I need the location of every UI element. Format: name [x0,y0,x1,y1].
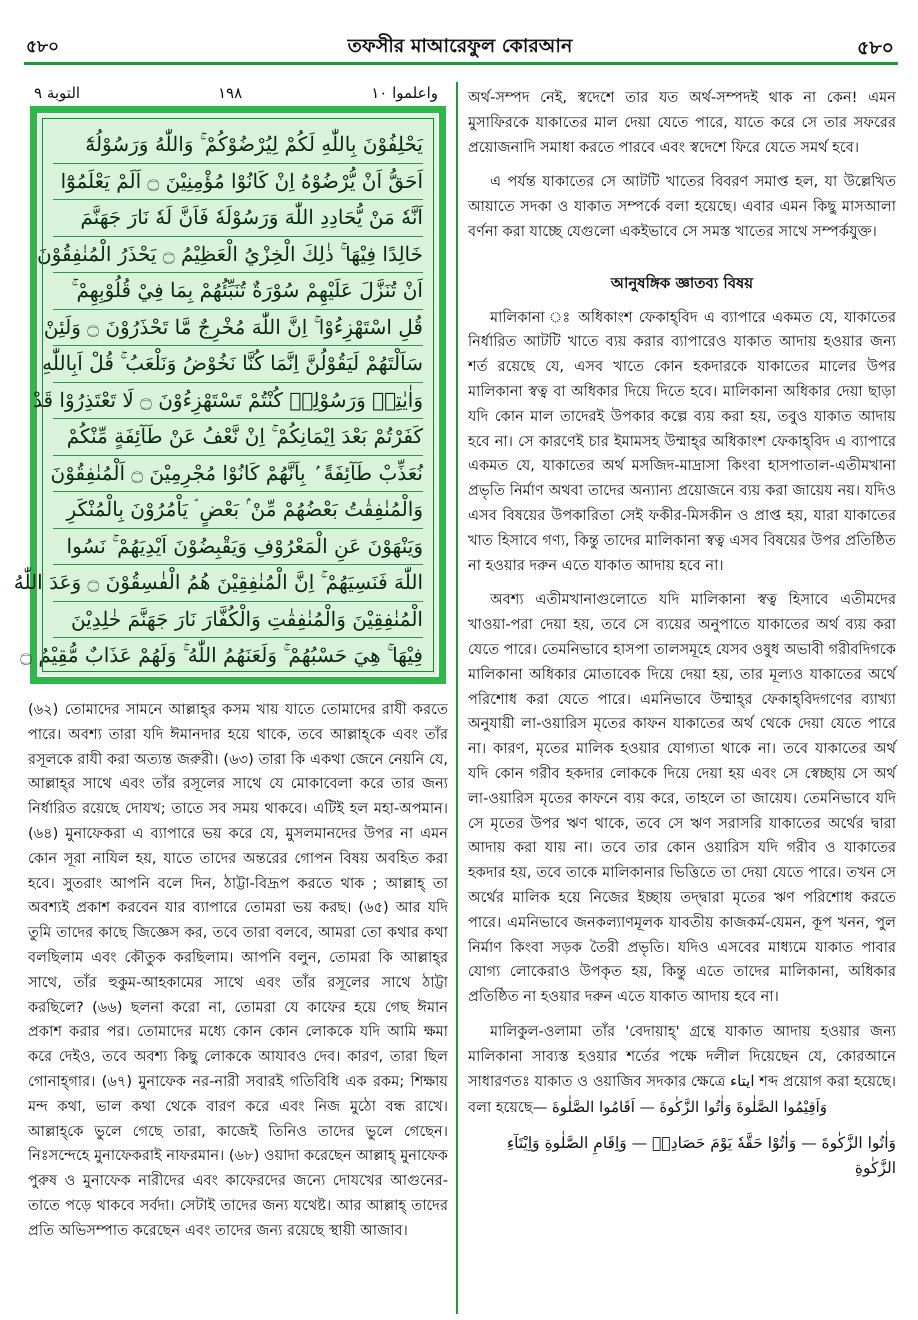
ayah-line: قُلِ اسْتَهْزِءُوْا ۚ اِنَّ اللّٰهَ مُخْرِجٌ مَّا تَحْذَرُوْنَ ۝ وَلَئِنْ [53,310,423,347]
ayah-line: يَحْلِفُوْنَ بِاللّٰهِ لَكُمْ لِيُرْضُوْكُمْ ۚ وَاللّٰهُ وَرَسُوْلُهٗٓ [53,127,423,164]
commentary-paragraph-last [468,1020,896,1121]
arabic-quote-line: وَاٰتُوا الزَّكٰوةَ — وَاٰتُوْا حَقَّهٗ يَوْمَ حَصَادِهٖ — وَاِقَامِ الصَّلٰوةِ وَاِيْتَآءِ الزَّكٰوةِ [506,1134,896,1177]
commentary-paragraph: এ পর্যন্ত যাকাতের সে আটটি খাতের বিবরণ সমাপ্ত হল, যা উল্লেখিত আয়াতে সদকা ও যাকাত সম্পর্কে বলা হয়েছে। এবার এমন কিছু মাসআলা বর্ণনা করা যাচ্ছে যেগুলো একইভাবে সে সমস্ত খাতের সাথে সম্পর্কযুক্ত। [468,173,896,240]
quran-text-box [13,113,439,677]
commentary-paragraph: অবশ্য এতীমখানাগুলোতে যদি মালিকানা স্বত্ব হিসাবে এতীমদের খাওয়া-পরা দেয়া হয়, তবে সে ব্যয়ের অনুপাতে যাকাতের অর্থ ব্যয় করা যেতে পারে। তেমনিভাবে হাসপা তালসমূহে যেসব ওষুধ অভাবী গরীবদিগকে মালিকানা অধিকার মোতাবেক দিয়ে দেয়া হয়, তার মূল্যও যাকাতের অর্থে পরিশোধ করা যেতে পারে। এমনিভাবে উম্মাহ্‌র ফেকাহ্‌বিদগণের ব্যাখ্যা অনুযায়ী লা-ওয়ারিস মৃতের কাফন যাকাতের অর্থ থেকে দেয়া যেতে পারে না। কারণ, মৃতের মালিক হওয়ার যোগ্যতা থাকে না। তবে যাকাতের অর্থ যদি কোন গরীব হকদার লোককে দিয়ে দেয়া হয় এবং সে স্বেচ্ছায় সে অর্থ লা-ওয়ারিস মৃতের কাফনে ব্যয় করে, তাহলে তা জায়েয। তেমনিভাবে যদি সে মৃতের উপর ঋণ থাকে, তবে সে ঋণ সরাসরি যাকাতের অর্থের দ্বারা আদায় করা যায় না। তবে তার কোন ওয়ারিস যদি গরীব ও যাকাতের হকদার হয়, তবে তাকে মালিকানার ভিত্তিতে তা দেয়া যেতে পারে। তখন সে অর্থের মালিক হয়ে নিজের ইচ্ছায় তদ্দ্বারা মৃতের ঋণ পরিশোধ করতে পারে। এমনিভাবে জনকল্যাণমূলক যাবতীয় কাজকর্ম-যেমন, কূপ খনন, পুল নির্মাণ কিংবা সড়ক তৈরী প্রভৃতি। যদিও এসবের মাধ্যমে যাকাত পাবার যোগ্য লোকেরাও উপকৃত হয়, কিন্তু এতে তাদের মালিকানা, অধিকার প্রতিষ্ঠিত না হওয়ার দরুন এতে যাকাত আদায় হবে না। [468,591,896,1006]
translation-paragraph: (৬২) তোমাদের সামনে আল্লাহ্‌র কসম খায় যাতে তোমাদের রাযী করতে পারে। অবশ্য তারা যদি ঈমানদার হয়ে থাকে, তবে আল্লাহ্‌কে এবং তাঁর রসূলকে রাযী করা অত্যন্ত জরুরী। (৬৩) তারা কি একথা জেনে নেয়নি যে, আল্লাহ্‌র সাথে এবং তাঁর রসূলের সাথে যে মোকাবেলা করে তার জন্য নির্ধারিত রয়েছে দোযখ; তাতে সব সময় থাকবে। এটিই হল মহা-অপমান। (৬৪) মুনাফেকরা এ ব্যাপারে ভয় করে যে, মুসলমানদের উপর না এমন কোন সূরা নাযিল হয়, যাতে তাদের অন্তরের গোপন বিষয় অবহিত করা হবে। সুতরাং আপনি বলে দিন, ঠাট্টা-বিদ্রূপ করতে থাক ; আল্লাহ্‌ তা অবশ্যই প্রকাশ করবেন যার ব্যাপারে তোমরা ভয় করছ। (৬৫) আর যদি তুমি তাদের কাছে জিজ্ঞেস কর, তবে তারা বলবে, আমরা তো কথার কথা বলছিলাম এবং কৌতুক করছিলাম। আপনি বলুন, তোমরা কি আল্লাহ্‌র সাথে, তাঁর হুকুম-আহকামের সাথে এবং তাঁর রসূলের সাথে ঠাট্টা করছিলে? (৬৬) ছলনা করো না, তোমরা যে কাফের হয়ে গেছ ঈমান প্রকাশ করার পর। তোমাদের মধ্যে কোন কোন লোককে যদি আমি ক্ষমা করে দেইও, তবে অবশ্য কিছু লোককে আযাবও দেব। কারণ, তারা ছিল গোনাহ্‌গার। (৬৭) মুনাফেক নর-নারী সবারই গতিবিধি এক রকম; শিক্ষায় মন্দ কথা, ভাল কথা থেকে বারণ করে এবং নিজ মুঠো বন্ধ রাখে। আল্লাহ্‌কে ভুলে গেছে তারা, কাজেই তিনিও তাদের ভুলে গেছেন। নিঃসন্দেহে মুনাফেকরাই নাফরমান। (৬৮) ওয়াদা করেছেন আল্লাহ্‌ মুনাফেক পুরুষ ও মুনাফেক নারীদের এবং কাফেরদের জন্যে দোযখের আগুনের- তাতে পড়ে থাকবে সর্বদা। সেটাই তাদের জন্য যথেষ্ট। আর আল্লাহ্‌ তাদের প্রতি অভিসম্পাত করেছেন এবং তাদের জন্য রয়েছে স্থায়ী আজাব। [28,701,448,1239]
ayah-line: اَنْ تُنَزَّلَ عَلَيْهِمْ سُوْرَةٌ تُنَبِّئُهُمْ بِمَا فِيْ قُلُوْبِهِمْ ۚ [53,273,423,310]
ayah-line: وَيَنْهَوْنَ عَنِ الْمَعْرُوْفِ وَيَقْبِضُوْنَ اَيْدِيَهُمْ ۚ نَسُوا [53,529,423,566]
arabic-quote: وَاَقِيْمُوا الصَّلٰوةَ وَاٰتُوا الزَّكٰوةَ — اَقَامُوا الصَّلٰوةَ [551,1098,828,1117]
commentary-text: শব্দ প্রয়োগ করা হয়েছে। বলা হয়েছে— [468,1073,896,1117]
section-heading: আনুষঙ্গিক জ্ঞাতব্য বিষয় [610,273,754,292]
ayah-line: اللّٰهَ فَنَسِيَهُمْ ۚ اِنَّ الْمُنٰفِقِيْنَ هُمُ الْفٰسِقُوْنَ ۝ وَعَدَ اللّٰهُ [53,565,423,602]
page-header [20,22,900,62]
commentary-paragraph: অর্থ-সম্পদ নেই, স্বদেশে তার যত অর্থ-সম্পদই থাক না কেন! এমন মুসাফিরকে যাকাতের মাল দেয়া যেতে পারে, যাতে করে সে তার সফরের প্রয়োজনাদি সমাধা করতে পারবে এবং স্বদেশে ফিরে যেতে সমর্থ হবে। [468,89,896,156]
ayah-line: الْمُنٰفِقِيْنَ وَالْمُنٰفِقٰتِ وَالْكُفَّارَ نَارَ جَهَنَّمَ خٰلِدِيْنَ [53,602,423,639]
surah-label: واعلموا ١٠ [371,84,438,102]
commentary-column [468,86,896,1181]
translation-text [28,698,448,1244]
page-number-right: ৫৮০ [856,37,894,59]
ayah-line: اَنَّهٗ مَنْ يُّحَادِدِ اللّٰهَ وَرَسُوْلَهٗ فَاَنَّ لَهٗ نَارَ جَهَنَّمَ [53,200,423,237]
book-title: তফসীর মাআরেফুল কোরআন [347,35,573,57]
arabic-term: ايتاء [730,1072,755,1091]
ayah-line: نُعَذِّبْ طَآئِفَةً ۢ بِاَنَّهُمْ كَانُوْا مُجْرِمِيْنَ ۝ اَلْمُنٰفِقُوْنَ [53,456,423,493]
ayah-line: سَاَلْتَهُمْ لَيَقُوْلُنَّ اِنَّمَا كُنَّا نَخُوْضُ وَنَلْعَبُ ۚ قُلْ اَبِاللّٰهِ [53,346,423,383]
juz-page-label: ١٩٨ [218,84,243,102]
commentary-text: মালিকুল-ওলামা তাঁর 'বেদায়াহ্‌' গ্রন্থে যাকাত আদায় হওয়ার জন্য মালিকানা সাব্যস্ত হওয়ার শর্তের পক্ষে দলীল দিয়েছেন যে, কোরআনে সাধারণতঃ যাকাত ও ওয়াজিব সদকার ক্ষেত্রে [468,1022,896,1091]
page-number-left: ৫৮০ [26,37,60,57]
column-divider [456,82,458,1314]
ayah-line: اَحَقُّ اَنْ يُّرْضُوْهُ اِنْ كَانُوْا مُؤْمِنِيْنَ ۝ اَلَمْ يَعْلَمُوْٓا [53,164,423,201]
quran-text-frame [13,106,446,684]
ayah-line: خَالِدًا فِيْهَا ۚ ذٰلِكَ الْخِزْيُ الْعَظِيْمُ ۝ يَحْذَرُ الْمُنٰفِقُوْنَ [53,237,423,274]
quran-sub-header [28,84,444,106]
ayah-line: وَالْمُنٰفِقٰتُ بَعْضُهُمْ مِّنْ ۢ بَعْضٍ ۘ يَاْمُرُوْنَ بِالْمُنْكَرِ [53,492,423,529]
ayah-line: فِيْهَا ۚ هِيَ حَسْبُهُمْ ۚ وَلَعَنَهُمُ اللّٰهُ ۚ وَلَهُمْ عَذَابٌ مُّقِيْمٌ ۝ [20,643,423,667]
commentary-paragraph: মালিকানা ঃ অধিকাংশ ফেকাহ্‌বিদ এ ব্যাপারে একমত যে, যাকাতের নির্ধারিত আটটি খাতে ব্যয় করার ব্যাপারেও যাকাত আদায় হওয়ার জন্য শর্ত রয়েছে যে, এসব খাতে কোন হকদারকে যাকাতের মালের উপর মালিকানা স্বত্ব বা অধিকার দিয়ে দিতে হবে। মালিকানা অধিকার দেয়া ছাড়া যদি কোন মাল তাদেরই উপকার কল্পে ব্যয় করা হয়, তবুও যাকাত আদায় হবে না। সে কারণেই চার ইমামসহ উম্মাহ্‌র অধিকাংশ ফেকাহ্‌বিদ এ ব্যাপারে একমত যে, যাকাতের অর্থ মসজিদ-মাদ্রাসা কিংবা হাসপাতাল-এতীমখানা প্রভৃতি নির্মাণ অথবা তাদের অন্যান্য প্রয়োজনে ব্যয় করা জায়েয নয়। যদিও এসব বিষয়ের উপকারিতা সেই ফকীর-মিসকীন ও প্রাপ্ত হয়, যারা যাকাতের খাত হিসাবে গণ্য, কিন্তু তাদের মালিকানা স্বত্ব এসব বিষয়ের উপর প্রতিষ্ঠিত না হওয়ার দরুন এতে যাকাত আদায় হবে না। [468,308,896,574]
ayah-line: وَاٰيٰتِهٖ وَرَسُوْلِهٖ كُنْتُمْ تَسْتَهْزِءُوْنَ ۝ لَا تَعْتَذِرُوْا قَدْ [53,383,423,420]
header-divider [24,62,898,65]
para-label: التوبة ٩ [34,84,81,102]
ayah-line: كَفَرْتُمْ بَعْدَ اِيْمَانِكُمْ ۚ اِنْ نَّعْفُ عَنْ طَآئِفَةٍ مِّنْكُمْ [53,419,423,456]
